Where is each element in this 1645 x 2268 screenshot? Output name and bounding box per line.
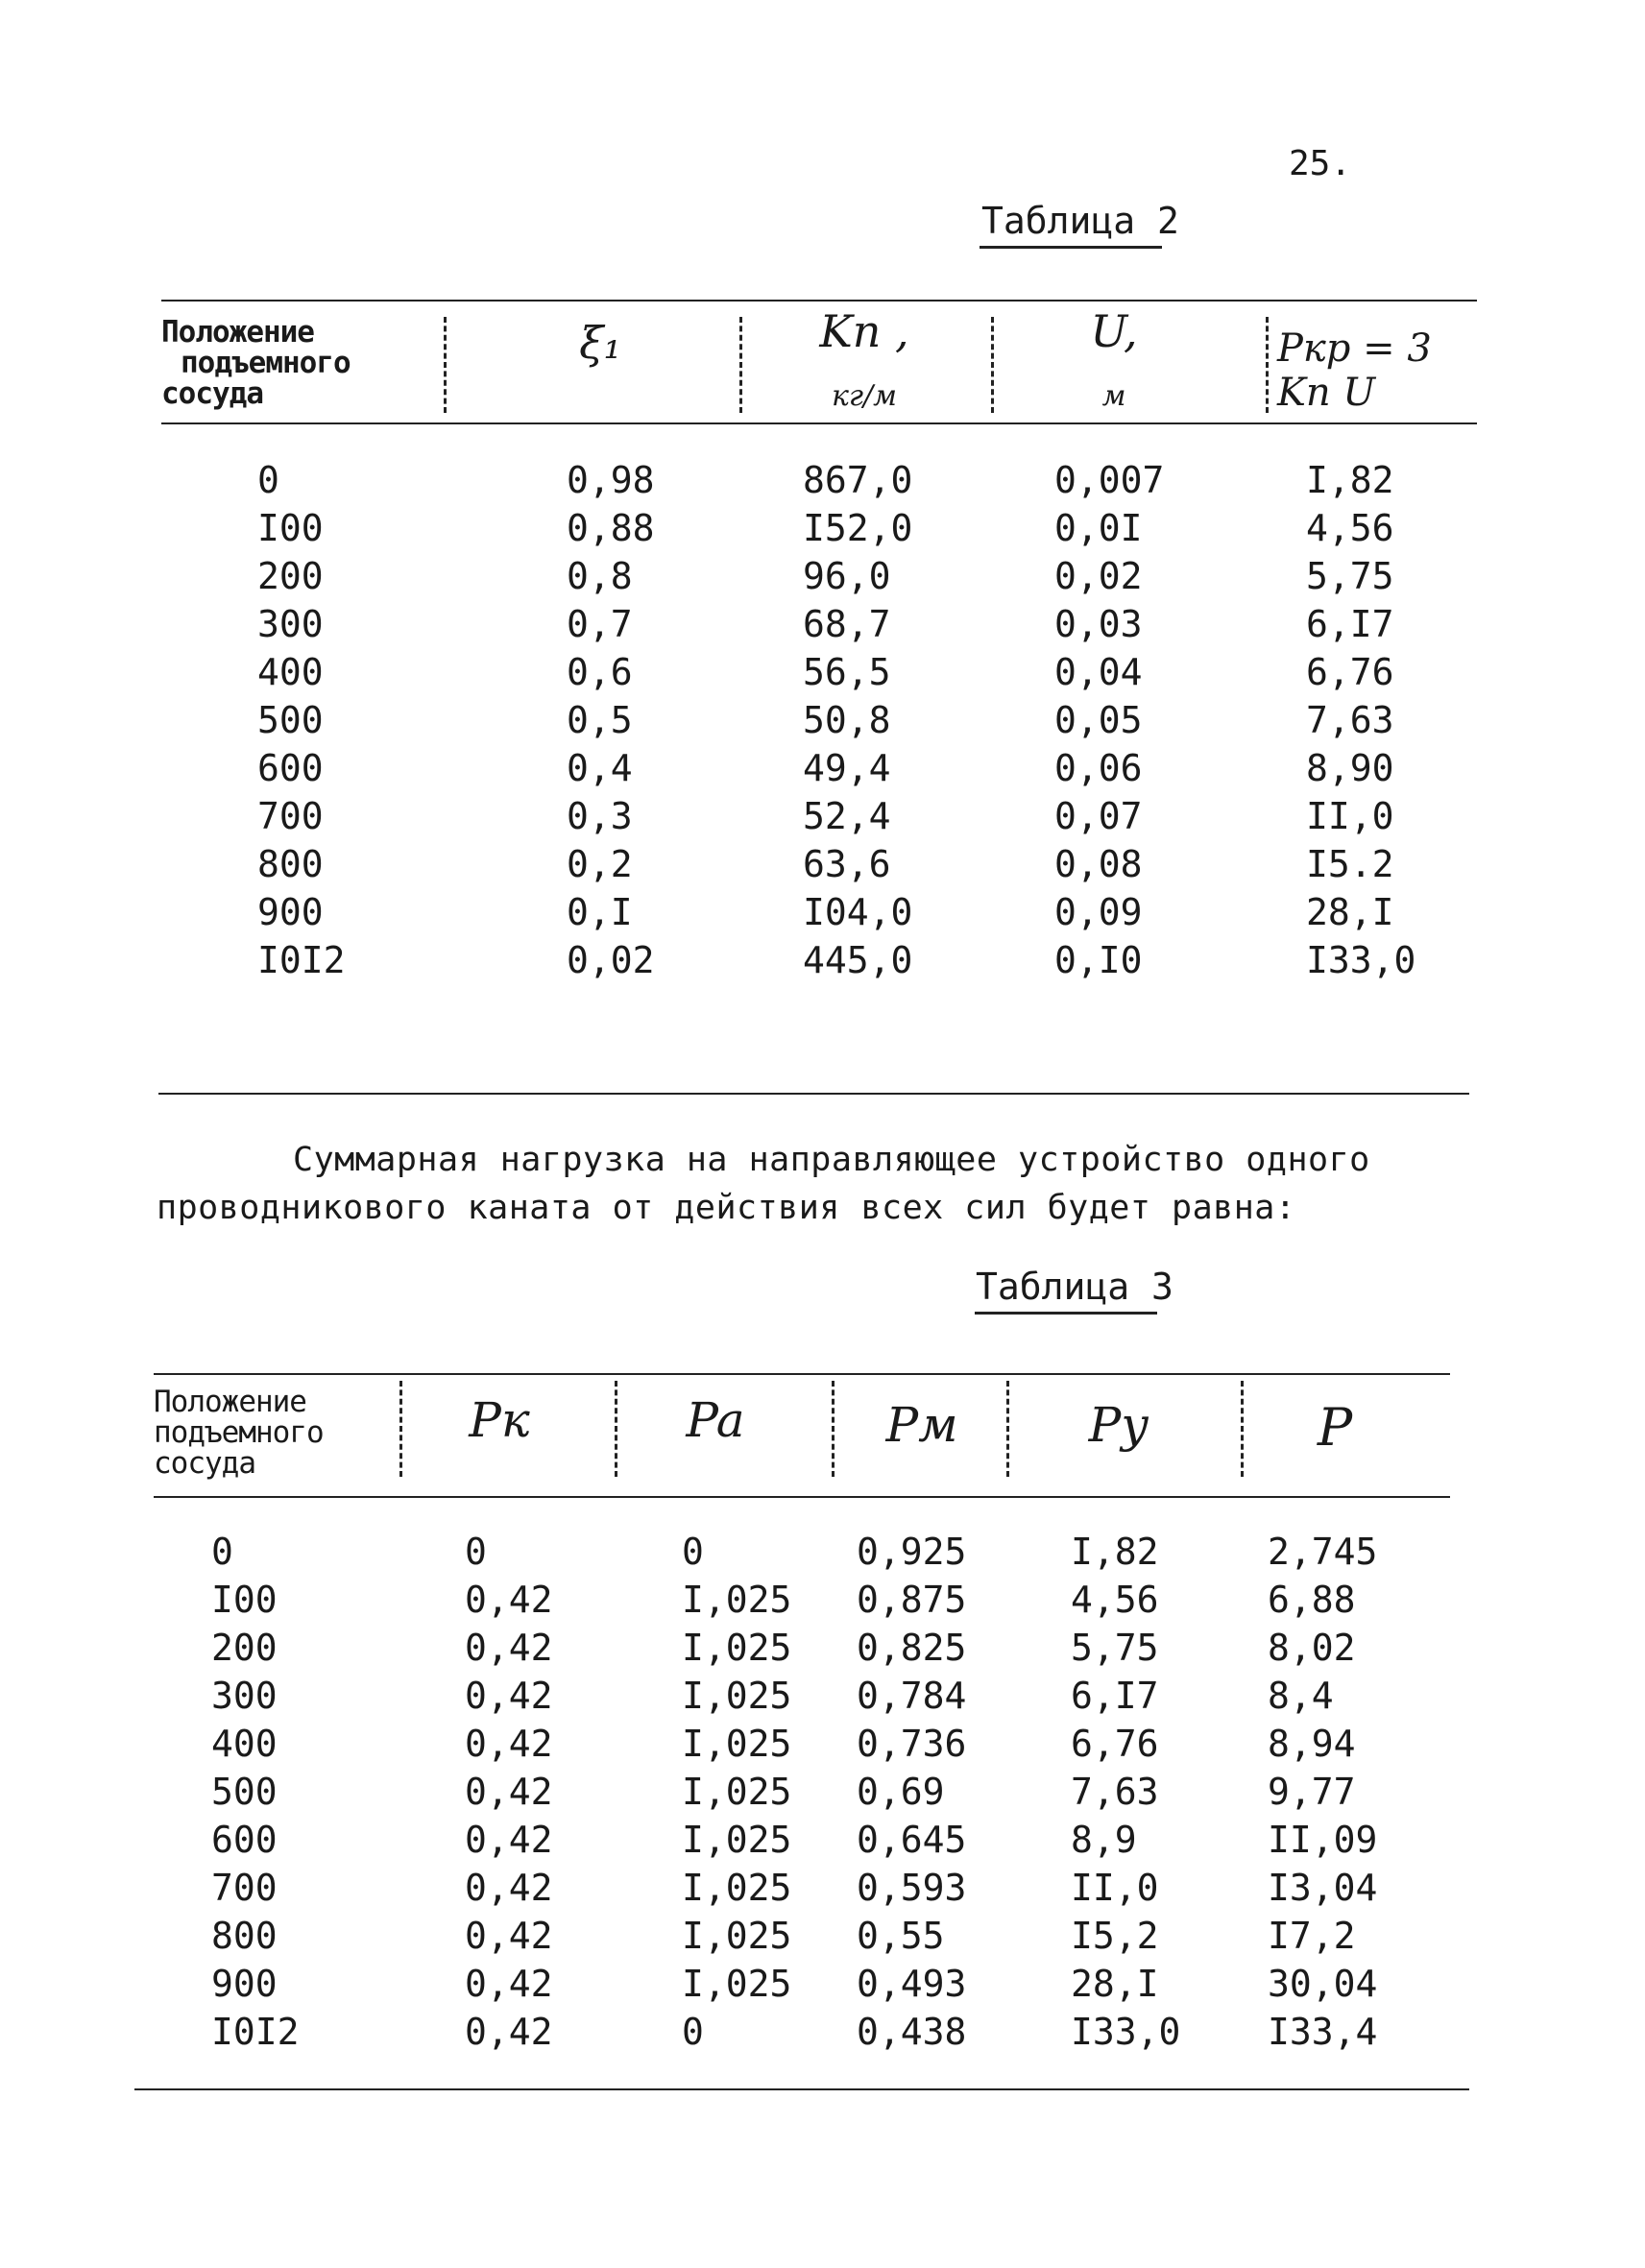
- cell-p: II,09: [1268, 1819, 1378, 1861]
- cell-pm: 0,438: [857, 2011, 967, 2053]
- cell-xi: 0,3: [567, 795, 633, 837]
- table3-top-rule: [154, 1373, 1450, 1375]
- cell-pa: I,025: [682, 1723, 792, 1765]
- cell-pm: 0,593: [857, 1867, 967, 1909]
- column-separator: [399, 1381, 402, 1477]
- cell-pkr: 7,63: [1306, 699, 1394, 741]
- cell-xi: 0,7: [567, 603, 633, 645]
- table3-header-p: P: [1317, 1397, 1353, 1458]
- table3-header-pa: Pa: [686, 1392, 745, 1448]
- cell-position: 600: [211, 1819, 278, 1861]
- cell-pkr: 8,90: [1306, 747, 1394, 789]
- cell-pm: 0,875: [857, 1579, 967, 1621]
- cell-py: 8,9: [1071, 1819, 1137, 1861]
- table2-header-u-unit: м: [1101, 379, 1126, 413]
- cell-position: 0: [211, 1531, 233, 1573]
- header-line: сосуда: [161, 376, 263, 411]
- cell-pa: I,025: [682, 1963, 792, 2005]
- table3-caption: Таблица 3: [976, 1266, 1173, 1308]
- table3-header-position: [154, 1387, 324, 1479]
- table3-bottom-rule: [134, 2088, 1469, 2090]
- header-line: сосуда: [154, 1446, 255, 1481]
- cell-xi: 0,88: [567, 507, 655, 549]
- cell-pm: 0,825: [857, 1627, 967, 1669]
- cell-py: 6,I7: [1071, 1675, 1159, 1717]
- cell-position: 400: [211, 1723, 278, 1765]
- cell-pkr: 6,I7: [1306, 603, 1394, 645]
- cell-position: 900: [211, 1963, 278, 2005]
- cell-kn: 56,5: [803, 651, 891, 693]
- cell-position: 0: [257, 459, 279, 501]
- header-line: подъемного: [154, 1415, 324, 1450]
- table2-caption: Таблица 2: [981, 200, 1179, 242]
- cell-position: 700: [211, 1867, 278, 1909]
- paragraph-line-2: проводникового каната от действия всех сил будет равна:: [157, 1189, 1296, 1227]
- cell-py: 4,56: [1071, 1579, 1159, 1621]
- cell-p: 6,88: [1268, 1579, 1356, 1621]
- cell-pm: 0,55: [857, 1915, 945, 1957]
- cell-position: 700: [257, 795, 324, 837]
- header-line: Положение: [161, 315, 314, 350]
- cell-pk: 0: [465, 1531, 487, 1573]
- cell-kn: 867,0: [803, 459, 913, 501]
- table2-header-u: U,: [1090, 305, 1138, 357]
- cell-pkr: 6,76: [1306, 651, 1394, 693]
- column-separator: [1241, 1381, 1244, 1477]
- cell-position: 500: [257, 699, 324, 741]
- cell-pk: 0,42: [465, 1675, 553, 1717]
- cell-pk: 0,42: [465, 1915, 553, 1957]
- cell-xi: 0,02: [567, 939, 655, 981]
- table2-header-kn-unit: кг/м: [831, 379, 898, 413]
- cell-position: 500: [211, 1771, 278, 1813]
- cell-pm: 0,784: [857, 1675, 967, 1717]
- cell-pm: 0,645: [857, 1819, 967, 1861]
- cell-pkr: 5,75: [1306, 555, 1394, 597]
- column-separator: [1266, 317, 1269, 413]
- table3-header-py: Pу: [1088, 1397, 1149, 1453]
- cell-pa: 0: [682, 1531, 704, 1573]
- cell-xi: 0,5: [567, 699, 633, 741]
- cell-pkr: II,0: [1306, 795, 1394, 837]
- cell-position: 600: [257, 747, 324, 789]
- cell-u: 0,08: [1054, 843, 1143, 885]
- cell-position: 200: [211, 1627, 278, 1669]
- cell-pk: 0,42: [465, 1771, 553, 1813]
- cell-pkr: I33,0: [1306, 939, 1416, 981]
- table2-bottom-rule: [158, 1093, 1469, 1095]
- cell-xi: 0,4: [567, 747, 633, 789]
- cell-pk: 0,42: [465, 1819, 553, 1861]
- cell-u: 0,I0: [1054, 939, 1143, 981]
- table3-header-rule: [154, 1496, 1450, 1498]
- cell-position: 300: [257, 603, 324, 645]
- cell-pm: 0,69: [857, 1771, 945, 1813]
- cell-xi: 0,I: [567, 891, 633, 933]
- cell-p: 8,02: [1268, 1627, 1356, 1669]
- cell-position: 400: [257, 651, 324, 693]
- cell-kn: I04,0: [803, 891, 913, 933]
- cell-u: 0,07: [1054, 795, 1143, 837]
- cell-p: I7,2: [1268, 1915, 1356, 1957]
- cell-p: 8,4: [1268, 1675, 1334, 1717]
- cell-pk: 0,42: [465, 1867, 553, 1909]
- cell-py: 7,63: [1071, 1771, 1159, 1813]
- cell-p: 2,745: [1268, 1531, 1378, 1573]
- cell-position: I00: [211, 1579, 278, 1621]
- table2-header-pkr: Pкр = 3 Kп U: [1277, 326, 1432, 415]
- page-number: 25.: [1289, 144, 1352, 183]
- cell-p: 9,77: [1268, 1771, 1356, 1813]
- cell-kn: 96,0: [803, 555, 891, 597]
- cell-xi: 0,98: [567, 459, 655, 501]
- cell-pa: 0: [682, 2011, 704, 2053]
- table2-caption-underline: [980, 246, 1162, 249]
- cell-position: I0I2: [257, 939, 346, 981]
- cell-p: I3,04: [1268, 1867, 1378, 1909]
- cell-position: 900: [257, 891, 324, 933]
- table2-header-xi: ξ₁: [579, 317, 621, 369]
- cell-u: 0,06: [1054, 747, 1143, 789]
- column-separator: [1006, 1381, 1009, 1477]
- cell-pm: 0,493: [857, 1963, 967, 2005]
- cell-kn: 68,7: [803, 603, 891, 645]
- cell-pa: I,025: [682, 1867, 792, 1909]
- table3-caption-underline: [975, 1312, 1157, 1315]
- cell-xi: 0,8: [567, 555, 633, 597]
- cell-u: 0,007: [1054, 459, 1165, 501]
- table3-header-pm: Pм: [885, 1397, 958, 1453]
- column-separator: [991, 317, 994, 413]
- cell-py: I5,2: [1071, 1915, 1159, 1957]
- table3-header-pk: Pк: [469, 1392, 530, 1448]
- table2-top-rule: [161, 300, 1477, 302]
- cell-pk: 0,42: [465, 1627, 553, 1669]
- cell-pa: I,025: [682, 1675, 792, 1717]
- cell-py: II,0: [1071, 1867, 1159, 1909]
- cell-position: 800: [211, 1915, 278, 1957]
- cell-p: 30,04: [1268, 1963, 1378, 2005]
- cell-pk: 0,42: [465, 1723, 553, 1765]
- cell-pkr: I,82: [1306, 459, 1394, 501]
- table2-header-rule: [161, 422, 1477, 424]
- column-separator: [832, 1381, 835, 1477]
- cell-position: I0I2: [211, 2011, 300, 2053]
- cell-pa: I,025: [682, 1579, 792, 1621]
- cell-kn: 50,8: [803, 699, 891, 741]
- cell-u: 0,02: [1054, 555, 1143, 597]
- table2-header-kn: Kп ,: [819, 305, 909, 357]
- cell-pa: I,025: [682, 1915, 792, 1957]
- cell-pk: 0,42: [465, 1579, 553, 1621]
- cell-pm: 0,925: [857, 1531, 967, 1573]
- cell-u: 0,04: [1054, 651, 1143, 693]
- cell-position: 200: [257, 555, 324, 597]
- cell-p: I33,4: [1268, 2011, 1378, 2053]
- paragraph-line-1: Суммарная нагрузка на направляющее устройство одного: [293, 1141, 1370, 1179]
- table2-header-position: [161, 317, 351, 409]
- cell-kn: 49,4: [803, 747, 891, 789]
- column-separator: [739, 317, 742, 413]
- cell-pa: I,025: [682, 1771, 792, 1813]
- cell-py: 28,I: [1071, 1963, 1159, 2005]
- column-separator: [444, 317, 447, 413]
- cell-xi: 0,2: [567, 843, 633, 885]
- cell-pkr: 4,56: [1306, 507, 1394, 549]
- cell-kn: 52,4: [803, 795, 891, 837]
- cell-u: 0,05: [1054, 699, 1143, 741]
- cell-u: 0,0I: [1054, 507, 1143, 549]
- cell-kn: 63,6: [803, 843, 891, 885]
- cell-py: I33,0: [1071, 2011, 1181, 2053]
- cell-pm: 0,736: [857, 1723, 967, 1765]
- cell-kn: 445,0: [803, 939, 913, 981]
- cell-pk: 0,42: [465, 2011, 553, 2053]
- cell-position: 300: [211, 1675, 278, 1717]
- cell-py: 5,75: [1071, 1627, 1159, 1669]
- cell-p: 8,94: [1268, 1723, 1356, 1765]
- cell-py: 6,76: [1071, 1723, 1159, 1765]
- cell-position: I00: [257, 507, 324, 549]
- header-line: Положение: [154, 1385, 306, 1419]
- cell-pk: 0,42: [465, 1963, 553, 2005]
- cell-pkr: I5.2: [1306, 843, 1394, 885]
- cell-position: 800: [257, 843, 324, 885]
- header-line: подъемного: [181, 346, 351, 380]
- cell-u: 0,03: [1054, 603, 1143, 645]
- cell-pkr: 28,I: [1306, 891, 1394, 933]
- column-separator: [615, 1381, 617, 1477]
- cell-u: 0,09: [1054, 891, 1143, 933]
- cell-xi: 0,6: [567, 651, 633, 693]
- cell-py: I,82: [1071, 1531, 1159, 1573]
- cell-pa: I,025: [682, 1627, 792, 1669]
- cell-kn: I52,0: [803, 507, 913, 549]
- cell-pa: I,025: [682, 1819, 792, 1861]
